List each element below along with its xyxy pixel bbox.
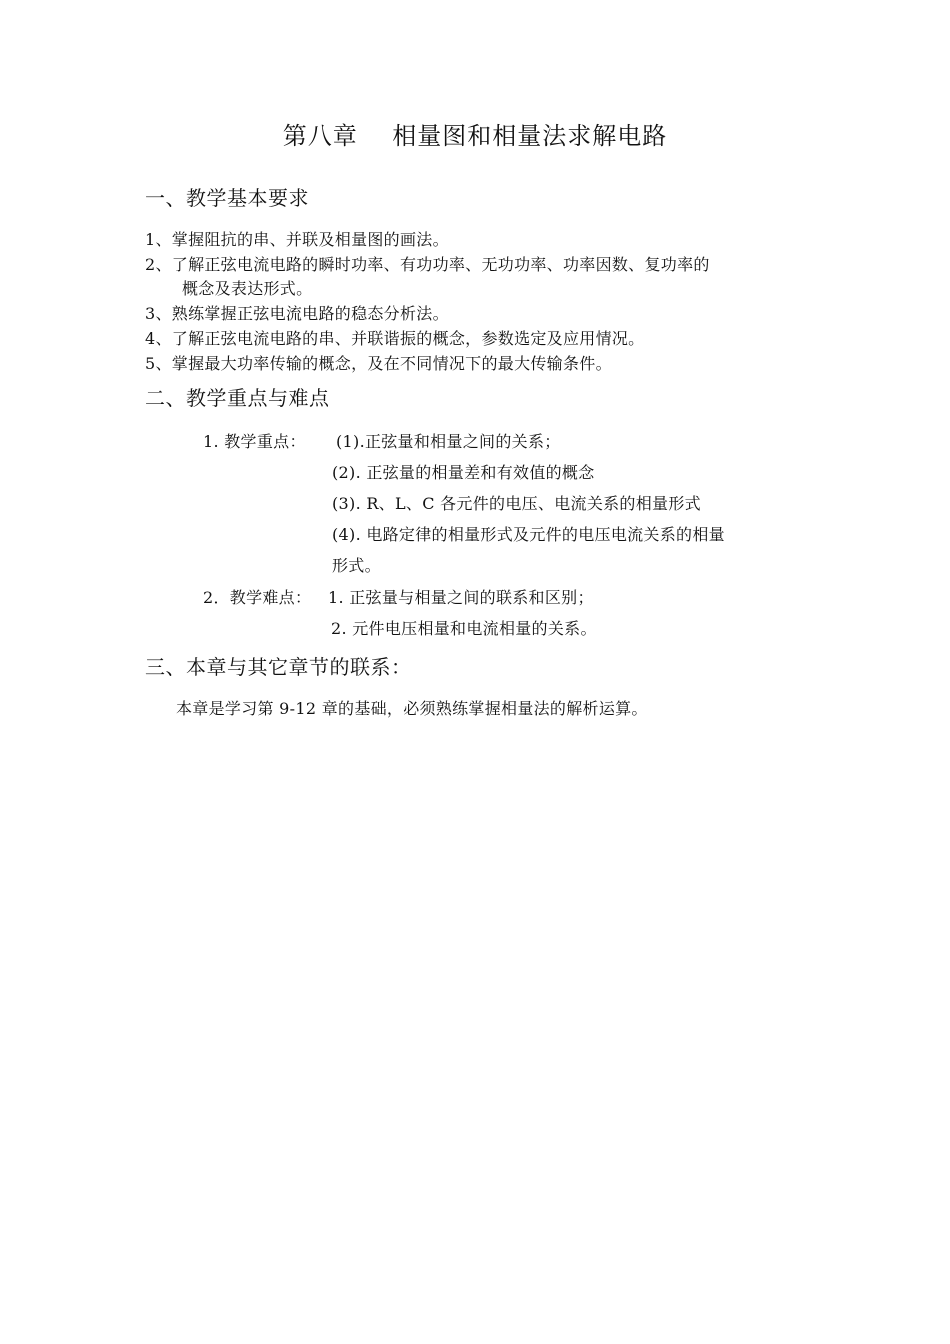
requirement-item-2: 2、了解正弦电流电路的瞬时功率、有功功率、无功功率、功率因数、复功率的 (145, 255, 710, 274)
requirement-item-1: 1、掌握阻抗的串、并联及相量图的画法。 (145, 230, 449, 249)
key-point-2: (2). 正弦量的相量差和有效值的概念 (332, 463, 595, 482)
requirement-item-2-continued: 概念及表达形式。 (182, 279, 313, 298)
requirement-item-4: 4、了解正弦电流电路的串、并联谐振的概念，参数选定及应用情况。 (145, 329, 645, 348)
key-point-4-continued: 形式。 (332, 556, 381, 575)
section-heading-requirements: 一、教学基本要求 (145, 186, 309, 210)
requirement-item-5: 5、掌握最大功率传输的概念，及在不同情况下的最大传输条件。 (145, 354, 612, 373)
key-points-label: 1. 教学重点： (203, 432, 306, 451)
chapter-title: 第八章 相量图和相量法求解电路 (282, 122, 668, 150)
difficulty-1: 1. 正弦量与相量之间的联系和区别； (328, 588, 594, 607)
key-point-3: (3). R、L、C 各元件的电压、电流关系的相量形式 (332, 494, 701, 513)
section-heading-relations: 三、本章与其它章节的联系： (145, 655, 412, 679)
difficulties-label: 2．教学难点： (203, 588, 312, 607)
key-point-4: (4). 电路定律的相量形式及元件的电压电流关系的相量 (332, 525, 725, 544)
section-heading-key-points: 二、教学重点与难点 (145, 386, 330, 410)
requirement-item-3: 3、熟练掌握正弦电流电路的稳态分析法。 (145, 304, 449, 323)
key-point-1: (1).正弦量和相量之间的关系； (336, 432, 561, 451)
difficulty-2: 2. 元件电压相量和电流相量的关系。 (331, 619, 597, 638)
relations-body: 本章是学习第 9-12 章的基础，必须熟练掌握相量法的解析运算。 (176, 699, 648, 718)
